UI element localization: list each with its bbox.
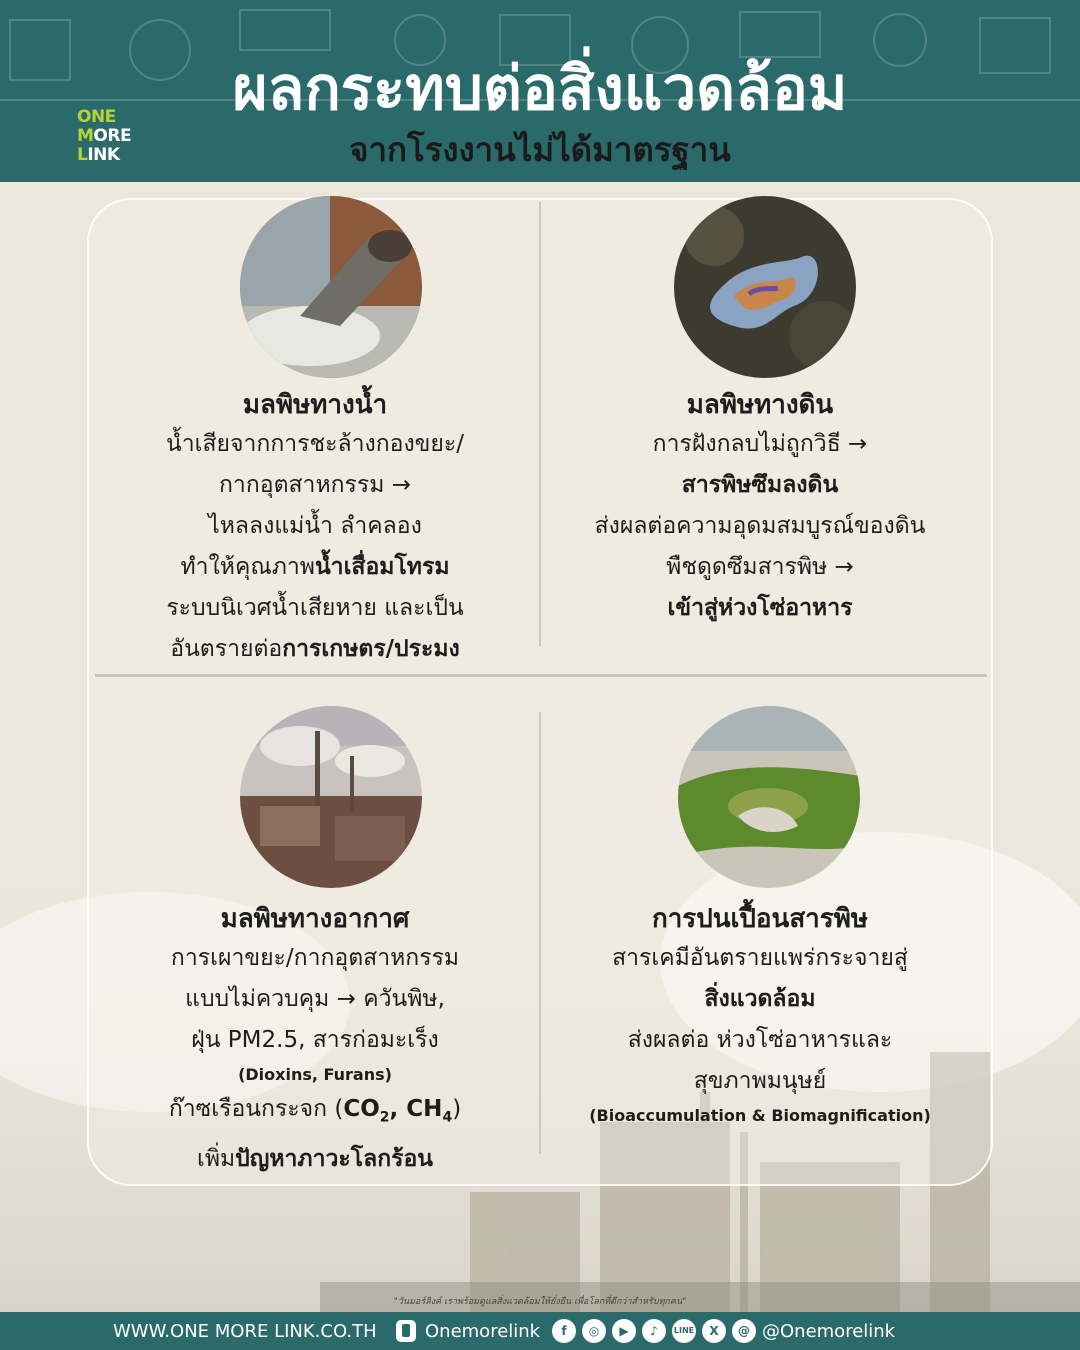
facebook-icon[interactable]: f [552, 1319, 576, 1343]
horizontal-divider [95, 674, 987, 677]
card-air-note: (Dioxins, Furans) [238, 1065, 392, 1084]
vertical-divider-bottom [539, 712, 541, 1154]
footer-bar [0, 1312, 1080, 1350]
card-toxic-heading: การปนเปื้อนสารพิษ [651, 904, 869, 934]
card-toxic-contamination [555, 900, 965, 1130]
card-air-heading: มลพิษทางอากาศ [220, 904, 410, 934]
card-air-line: เพิ่มปัญหาภาวะโลกร้อน [196, 1145, 434, 1172]
website-link[interactable]: WWW.ONE MORE LINK.CO.TH [113, 1321, 377, 1342]
card-water-line: อันตรายต่อการเกษตร/ประมง [170, 636, 460, 662]
card-air-pollution [110, 900, 520, 1180]
logo-ink: INK [87, 145, 120, 165]
industrial-smoke-photo [240, 706, 422, 888]
card-water-line: ไหลลงแม่น้ำ ลำคลอง [208, 513, 422, 539]
card-air-line: ฝุ่น PM2.5, สารก่อมะเร็ง [191, 1027, 439, 1053]
card-soil-line: เข้าสู่ห่วงโซ่อาหาร [667, 595, 853, 621]
tiktok-icon[interactable]: ♪ [642, 1319, 666, 1343]
vertical-divider-top [539, 202, 541, 646]
card-air-line: แบบไม่ควบคุม → ควันพิษ, [185, 986, 445, 1012]
threads-icon[interactable]: @ [732, 1319, 756, 1343]
card-soil-pollution [555, 386, 965, 629]
card-toxic-line: สิ่งแวดล้อม [704, 986, 816, 1012]
card-soil-line: พืชดูดซึมสารพิษ → [666, 554, 854, 580]
card-water-heading: มลพิษทางน้ำ [242, 390, 388, 420]
card-air-line: การเผาขยะ/กากอุตสาหกรรม [170, 945, 460, 971]
onemorelink-logo: ONE MORE LINK [77, 107, 132, 165]
wastewater-pipe-photo [240, 196, 422, 378]
oil-contaminated-soil-photo [674, 196, 856, 378]
card-water-line: ทำให้คุณภาพน้ำเสื่อมโทรม [180, 554, 450, 580]
handle-onemorelink[interactable]: Onemorelink [425, 1321, 541, 1342]
instagram-icon[interactable]: ◎ [582, 1319, 606, 1343]
logo-letter-l: L [77, 145, 88, 165]
tagline: "วันมอร์ลิงค์ เราพร้อมดูแลสิ่งแวดล้อมให้ยั่งยืน เพื่อโลกที่ดีกว่าสำหรับทุกคน" [393, 1297, 687, 1307]
header-banner [0, 0, 1080, 182]
phone-icon [396, 1320, 416, 1342]
logo-letter-m: M [77, 126, 94, 146]
card-soil-line: การฝังกลบไม่ถูกวิธี → [652, 431, 868, 457]
card-water-pollution [110, 386, 520, 670]
line-icon[interactable]: LINE [672, 1319, 696, 1343]
card-water-line: ระบบนิเวศน้ำเสียหาย และเป็น [166, 595, 464, 621]
card-water-line: น้ำเสียจากการชะล้างกองขยะ/ [165, 431, 464, 457]
youtube-icon[interactable]: ▶ [612, 1319, 636, 1343]
card-toxic-note: (Bioaccumulation & Biomagnification) [589, 1106, 931, 1125]
card-water-line: กากอุตสาหกรรม → [218, 472, 411, 498]
card-toxic-line: ส่งผลต่อ ห่วงโซ่อาหารและ [627, 1027, 893, 1053]
card-air-ghg-line: ก๊าซเรือนกระจก ($CO_2$, $CH_4$) [168, 1096, 462, 1126]
card-toxic-line: สารเคมีอันตรายแพร่กระจายสู่ [612, 945, 908, 971]
handle-at-onemorelink[interactable]: @Onemorelink [762, 1321, 896, 1342]
x-icon[interactable]: X [702, 1319, 726, 1343]
logo-ore: ORE [93, 126, 132, 146]
card-soil-line: สารพิษซึมลงดิน [681, 472, 839, 498]
algae-polluted-water-photo [678, 706, 860, 888]
page-title: ผลกระทบต่อสิ่งแวดล้อม [232, 54, 848, 124]
card-soil-heading: มลพิษทางดิน [686, 390, 834, 420]
page-subtitle: จากโรงงานไม่ได้มาตรฐาน [349, 130, 731, 169]
card-toxic-line: สุขภาพมนุษย์ [693, 1068, 827, 1094]
card-soil-line: ส่งผลต่อความอุดมสมบูรณ์ของดิน [594, 513, 926, 539]
